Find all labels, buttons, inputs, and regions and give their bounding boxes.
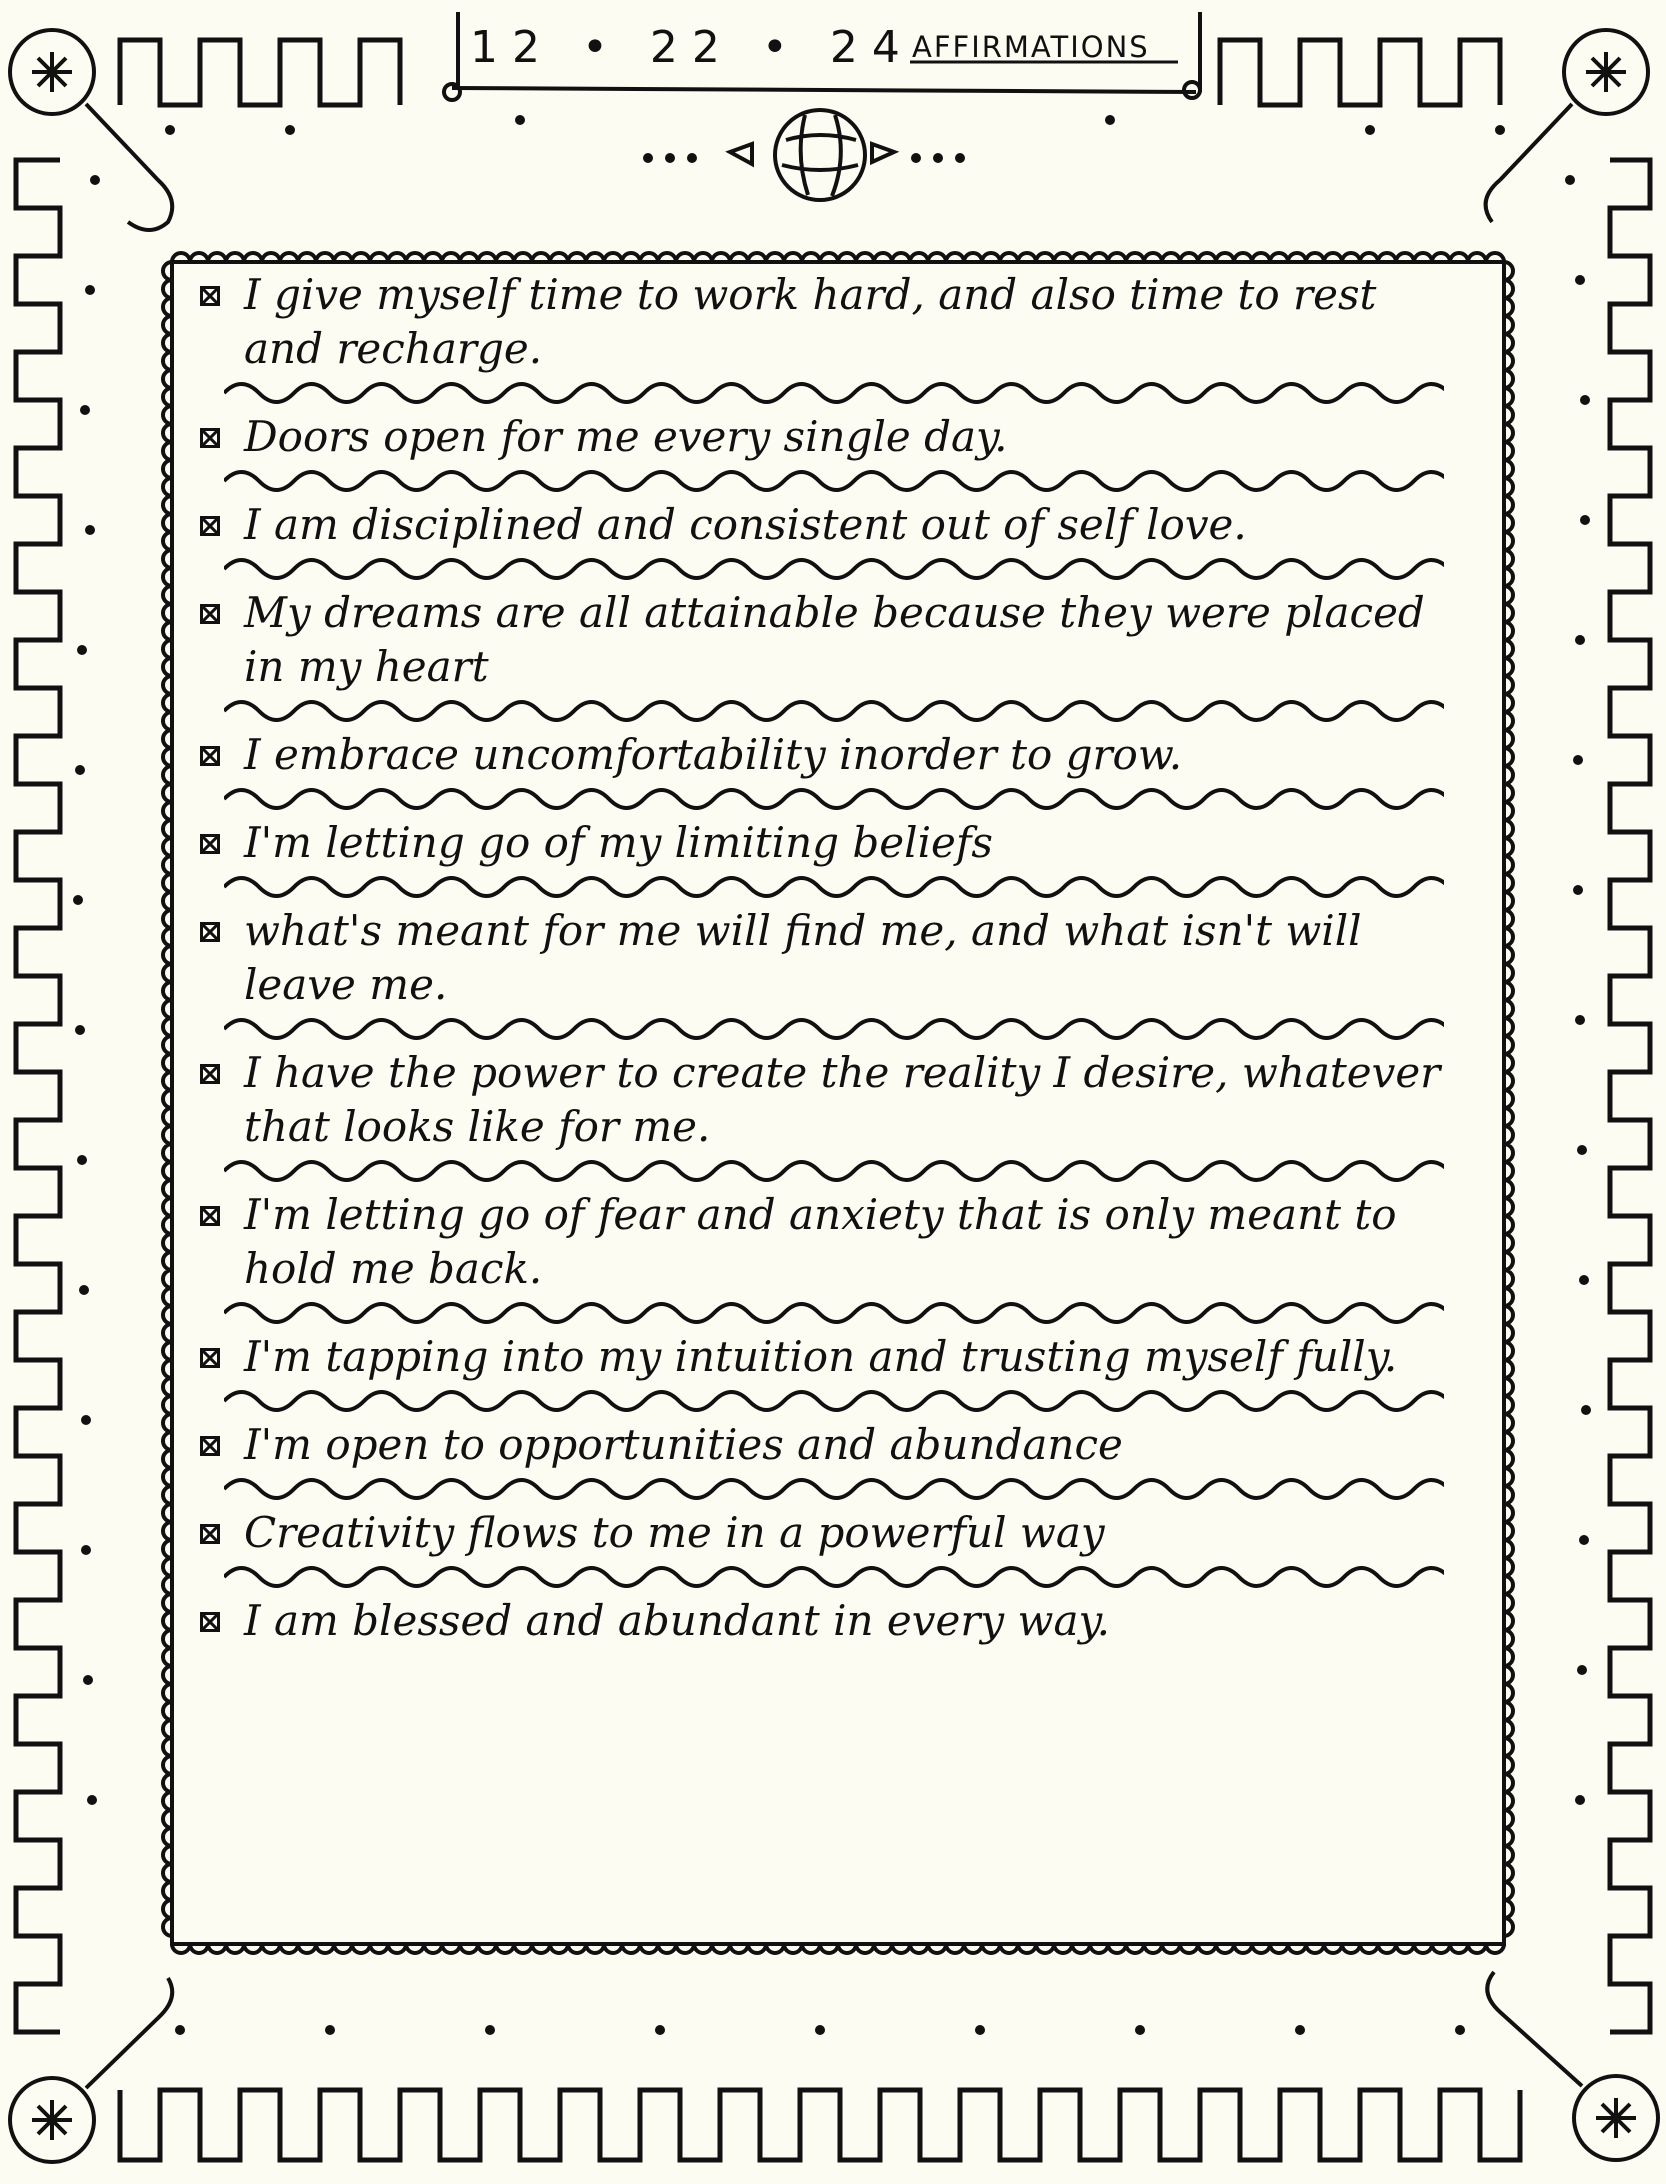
- bottom-crenellation: [120, 2090, 1520, 2160]
- affirmation-text: My dreams are all attainable because they were placed in my heart: [244, 588, 1425, 691]
- checkbox-checked-icon[interactable]: [200, 1436, 220, 1456]
- checkbox-checked-icon[interactable]: [200, 1206, 220, 1226]
- affirmation-text: I'm tapping into my intuition and trusting myself fully.: [244, 1332, 1398, 1381]
- affirmation-text: what's meant for me will find me, and what isn't will leave me.: [244, 906, 1362, 1009]
- checkbox-checked-icon[interactable]: [200, 516, 220, 536]
- affirmation-text: I embrace uncomfortability inorder to grow.: [244, 730, 1183, 779]
- list-item: [190, 1506, 1450, 1594]
- checkbox-checked-icon[interactable]: [200, 1064, 220, 1084]
- wavy-underline: [224, 1012, 1444, 1046]
- checkbox-checked-icon[interactable]: [200, 746, 220, 766]
- flower-icon: [10, 1978, 172, 2162]
- affirmation-text: I am blessed and abundant in every way.: [244, 1596, 1111, 1645]
- list-item: [190, 816, 1450, 904]
- wavy-underline: [224, 694, 1444, 728]
- wavy-underline: [224, 464, 1444, 498]
- wavy-underline: [224, 376, 1444, 410]
- flower-icon: [1486, 30, 1648, 222]
- left-crenellation: [16, 160, 60, 2032]
- wavy-underline: [224, 1154, 1444, 1188]
- list-item: [190, 1594, 1450, 1648]
- list-item: [190, 728, 1450, 816]
- affirmation-text: I'm letting go of fear and anxiety that is only meant to hold me back.: [244, 1190, 1397, 1293]
- page-title: AFFIRMATIONS: [912, 30, 1150, 64]
- wavy-underline: [224, 1384, 1444, 1418]
- checkbox-checked-icon[interactable]: [200, 604, 220, 624]
- checkbox-checked-icon[interactable]: [200, 286, 220, 306]
- list-item: [190, 586, 1450, 728]
- checkbox-checked-icon[interactable]: [200, 834, 220, 854]
- affirmation-text: Doors open for me every single day.: [244, 412, 1008, 461]
- affirmation-text: I am disciplined and consistent out of self love.: [244, 500, 1247, 549]
- list-item: [190, 1330, 1450, 1418]
- wavy-underline: [224, 1296, 1444, 1330]
- wavy-underline: [224, 1560, 1444, 1594]
- checkbox-checked-icon[interactable]: [200, 1612, 220, 1632]
- right-crenellation: [1610, 160, 1650, 2032]
- affirmation-text: I have the power to create the reality I desire, whatever that looks like for me.: [244, 1048, 1441, 1151]
- list-item: [190, 410, 1450, 498]
- checkbox-checked-icon[interactable]: [200, 428, 220, 448]
- list-item: [190, 904, 1450, 1046]
- affirmation-text: I give myself time to work hard, and also time to rest and recharge.: [244, 270, 1377, 373]
- affirmation-text: Creativity flows to me in a powerful way: [244, 1508, 1105, 1557]
- checkbox-checked-icon[interactable]: [200, 1524, 220, 1544]
- affirmation-text: I'm open to opportunities and abundance: [244, 1420, 1123, 1469]
- checkbox-checked-icon[interactable]: [200, 922, 220, 942]
- wavy-underline: [224, 552, 1444, 586]
- wavy-underline: [224, 782, 1444, 816]
- globe-icon: [645, 110, 963, 200]
- wavy-underline: [224, 870, 1444, 904]
- affirmation-list: [190, 268, 1450, 1648]
- flower-icon: [1487, 1972, 1658, 2160]
- flower-icon: [10, 30, 172, 230]
- journal-date: 12 • 22 • 24: [470, 22, 914, 73]
- list-item: [190, 1188, 1450, 1330]
- affirmation-text: I'm letting go of my limiting beliefs: [244, 818, 993, 867]
- list-item: [190, 498, 1450, 586]
- list-item: [190, 268, 1450, 410]
- list-item: [190, 1418, 1450, 1506]
- checkbox-checked-icon[interactable]: [200, 1348, 220, 1368]
- wavy-underline: [224, 1472, 1444, 1506]
- list-item: [190, 1046, 1450, 1188]
